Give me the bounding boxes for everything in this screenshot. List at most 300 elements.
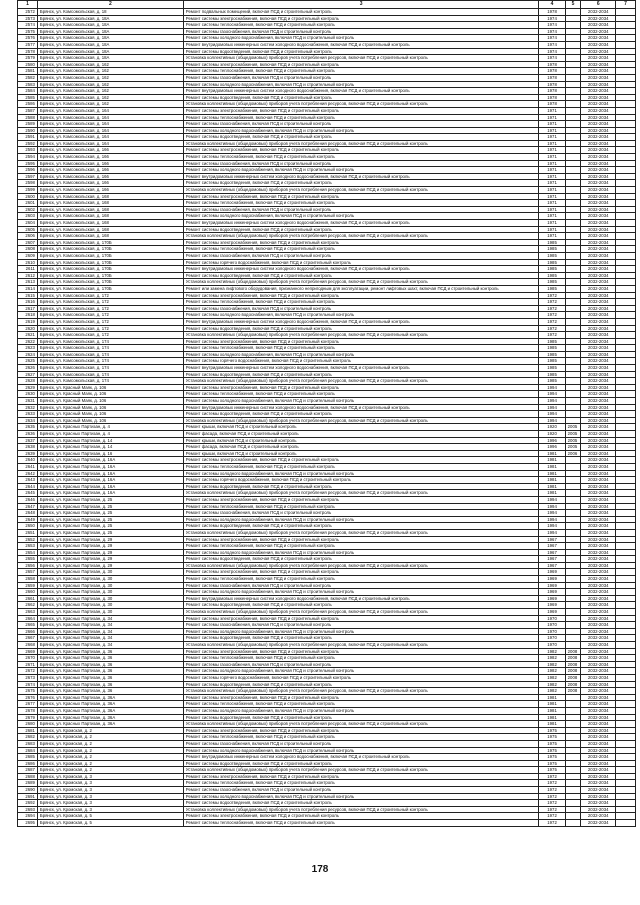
table-row	[18, 457, 636, 464]
table-cell: 2005	[565, 424, 581, 431]
table-cell: 1978	[539, 94, 565, 101]
table-cell: 2032-2034	[581, 266, 616, 273]
table-cell: Ремонт системы электроснабжения, включая ПСД и строительный контроль	[183, 457, 539, 464]
table-cell	[616, 773, 636, 780]
table-cell: Брянск, ул. Красных Партизан, д. 29	[37, 556, 183, 563]
table-cell: Установка коллективных (общедомовых) приборов учета потребления ресурсов, включая ПСД и строительный контроль	[183, 806, 539, 813]
table-cell: Брянск, ул. Комсомольская, д. 166	[37, 187, 183, 194]
table-row	[18, 384, 636, 391]
table-cell: Ремонт системы газоснабжения, включая ПСД и строительный контроль	[183, 787, 539, 794]
table-cell: 2032-2034	[581, 477, 616, 484]
table-cell: Брянск, ул. Кромская, д. 2	[37, 747, 183, 754]
table-cell	[565, 101, 581, 108]
table-cell: 1985	[539, 239, 565, 246]
table-cell	[616, 628, 636, 635]
table-cell: 2032-2034	[581, 655, 616, 662]
table-cell	[616, 767, 636, 774]
table-cell: 2032-2034	[581, 773, 616, 780]
table-cell	[616, 147, 636, 154]
table-cell: 2581	[18, 68, 38, 75]
table-cell: 2665	[18, 622, 38, 629]
table-cell: 2594	[18, 154, 38, 161]
table-cell: 2005	[565, 444, 581, 451]
table-cell	[565, 107, 581, 114]
table-cell: 1981	[539, 483, 565, 490]
table-cell: Брянск, ул. Комсомольская, д. 18А	[37, 28, 183, 35]
table-cell	[616, 642, 636, 649]
table-cell: 2032-2034	[581, 134, 616, 141]
table-row	[18, 94, 636, 101]
table-cell: Установка коллективных (общедомовых) приборов учета потребления ресурсов, включая ПСД и строительный контроль	[183, 688, 539, 695]
table-cell: 2691	[18, 793, 38, 800]
table-cell: 2032-2034	[581, 813, 616, 820]
table-cell: 2670	[18, 655, 38, 662]
table-row	[18, 529, 636, 536]
table-row	[18, 787, 636, 794]
table-cell: Ремонт системы газоснабжения, включая ПСД и строительный контроль	[183, 740, 539, 747]
table-row	[18, 721, 636, 728]
table-cell	[565, 272, 581, 279]
table-cell: 2032-2034	[581, 642, 616, 649]
table-cell: 2610	[18, 259, 38, 266]
table-cell: Брянск, ул. Комсомольская, д. 18А	[37, 15, 183, 22]
table-cell: Брянск, ул. Красных Партизан, д. 25	[37, 516, 183, 523]
table-cell: Брянск, ул. Красных Партизан, д. 29	[37, 562, 183, 569]
table-row	[18, 602, 636, 609]
table-row	[18, 61, 636, 68]
table-cell	[616, 15, 636, 22]
table-cell: Установка коллективных (общедомовых) приборов учета потребления ресурсов, включая ПСД и строительный контроль	[183, 279, 539, 286]
table-cell: 2032-2034	[581, 800, 616, 807]
table-cell: 2032-2034	[581, 727, 616, 734]
table-cell	[616, 510, 636, 517]
table-cell: Ремонт системы холодного водоснабжения, включая ПСД и строительный контроль	[183, 668, 539, 675]
column-header: 6	[581, 1, 616, 9]
table-cell: Брянск, ул. Красных Партизан, д. 30	[37, 576, 183, 583]
table-cell: Ремонт системы теплоснабжения, включая ПСД и строительный контроль	[183, 114, 539, 121]
table-cell: 2008	[565, 668, 581, 675]
table-cell: Брянск, ул. Комсомольская, д. 18А	[37, 41, 183, 48]
table-cell: 2622	[18, 338, 38, 345]
table-cell	[565, 622, 581, 629]
table-cell: 2032-2034	[581, 404, 616, 411]
table-cell	[616, 806, 636, 813]
table-cell	[616, 28, 636, 35]
table-cell	[616, 213, 636, 220]
table-cell: 1981	[539, 714, 565, 721]
table-cell	[565, 299, 581, 306]
table-cell	[565, 358, 581, 365]
table-cell	[565, 121, 581, 128]
table-cell: 2654	[18, 549, 38, 556]
table-cell: 2032-2034	[581, 121, 616, 128]
table-cell: 2032-2034	[581, 173, 616, 180]
table-cell: Брянск, ул. Комсомольская, д. 162	[37, 68, 183, 75]
table-cell	[565, 536, 581, 543]
table-cell: 2032-2034	[581, 589, 616, 596]
table-cell	[616, 734, 636, 741]
table-cell	[616, 424, 636, 431]
table-cell: 2032-2034	[581, 503, 616, 510]
table-cell	[616, 325, 636, 332]
table-cell	[565, 127, 581, 134]
table-cell: 2638	[18, 444, 38, 451]
table-cell: 1994	[539, 384, 565, 391]
table-cell: 1975	[539, 727, 565, 734]
table-row	[18, 35, 636, 42]
table-cell: 2576	[18, 35, 38, 42]
table-row	[18, 707, 636, 714]
table-cell: 2032-2034	[581, 681, 616, 688]
table-cell: 2032-2034	[581, 22, 616, 29]
table-cell: 2625	[18, 358, 38, 365]
table-cell	[565, 68, 581, 75]
table-cell: 2584	[18, 88, 38, 95]
table-cell: 2669	[18, 648, 38, 655]
table-cell: 1985	[539, 338, 565, 345]
table-cell: Брянск, ул. Комсомольская, д. 174	[37, 378, 183, 385]
table-cell: 2032-2034	[581, 154, 616, 161]
table-cell: 2032-2034	[581, 549, 616, 556]
table-cell	[565, 516, 581, 523]
table-cell: 1981	[539, 470, 565, 477]
table-cell: 1971	[539, 114, 565, 121]
table-row	[18, 127, 636, 134]
table-row	[18, 661, 636, 668]
table-cell	[565, 312, 581, 319]
table-cell	[616, 569, 636, 576]
table-cell: 2690	[18, 787, 38, 794]
table-cell: Ремонт системы электроснабжения, включая ПСД и строительный контроль	[183, 727, 539, 734]
table-row	[18, 681, 636, 688]
table-row	[18, 41, 636, 48]
table-cell: Брянск, ул. Красных Партизан, д. 36	[37, 648, 183, 655]
table-cell	[616, 22, 636, 29]
table-cell: 1985	[539, 259, 565, 266]
table-cell: 2032-2034	[581, 721, 616, 728]
table-cell	[565, 391, 581, 398]
table-cell	[565, 740, 581, 747]
table-row	[18, 200, 636, 207]
table-cell: Установка коллективных (общедомовых) приборов учета потребления ресурсов, включая ПСД и строительный контроль	[183, 140, 539, 147]
table-cell: 1970	[539, 642, 565, 649]
table-cell: Брянск, ул. Комсомольская, д. 174	[37, 371, 183, 378]
table-row	[18, 107, 636, 114]
table-cell: 2032-2034	[581, 88, 616, 95]
table-cell: 1985	[539, 266, 565, 273]
table-cell: Ремонт системы газоснабжения, включая ПСД и строительный контроль	[183, 622, 539, 629]
table-cell: Ремонт крыши, включая ПСД и строительный контроль	[183, 450, 539, 457]
table-cell: 2032-2034	[581, 55, 616, 62]
table-cell: 2582	[18, 74, 38, 81]
table-cell: 2653	[18, 543, 38, 550]
table-cell: 1971	[539, 213, 565, 220]
table-cell	[616, 470, 636, 477]
table-cell	[565, 147, 581, 154]
table-cell: Брянск, ул. Красных Партизан, д. 36А	[37, 707, 183, 714]
table-cell	[616, 688, 636, 695]
table-cell	[616, 239, 636, 246]
table-cell: Брянск, ул. Комсомольская, д. 18А	[37, 48, 183, 55]
table-cell: Ремонт системы электроснабжения, включая ПСД и строительный контроль	[183, 648, 539, 655]
table-cell: Брянск, ул. Красный Маяк, д. 106	[37, 398, 183, 405]
table-cell: Брянск, ул. Красный Маяк, д. 106	[37, 404, 183, 411]
table-cell	[616, 721, 636, 728]
table-cell	[565, 628, 581, 635]
table-cell: Брянск, ул. Комсомольская, д. 164	[37, 121, 183, 128]
table-row	[18, 450, 636, 457]
table-cell: Брянск, ул. Комсомольская, д. 164	[37, 114, 183, 121]
table-cell	[616, 351, 636, 358]
table-cell	[565, 41, 581, 48]
table-cell: 2652	[18, 536, 38, 543]
table-cell: 2032-2034	[581, 470, 616, 477]
table-cell	[616, 160, 636, 167]
table-cell: 1978	[539, 9, 565, 16]
table-row	[18, 325, 636, 332]
table-cell: Установка коллективных (общедомовых) приборов учета потребления ресурсов, включая ПСД и строительный контроль	[183, 609, 539, 616]
table-cell: Ремонт системы электроснабжения, включая ПСД и строительный контроль	[183, 694, 539, 701]
table-cell	[565, 292, 581, 299]
table-cell: Брянск, ул. Комсомольская, д. 162	[37, 61, 183, 68]
table-cell: Брянск, ул. Комсомольская, д. 164	[37, 134, 183, 141]
table-cell: 2032-2034	[581, 820, 616, 827]
table-cell	[565, 378, 581, 385]
table-cell	[565, 747, 581, 754]
table-cell: Брянск, ул. Красных Партизан, д. 14	[37, 437, 183, 444]
table-cell: 1920	[539, 431, 565, 438]
table-cell: 1920	[539, 424, 565, 431]
table-cell	[565, 483, 581, 490]
table-cell: 1985	[539, 371, 565, 378]
table-cell: 2608	[18, 246, 38, 253]
table-cell: Установка коллективных (общедомовых) приборов учета потребления ресурсов, включая ПСД и строительный контроль	[183, 378, 539, 385]
table-cell	[616, 648, 636, 655]
table-cell	[565, 510, 581, 517]
table-row	[18, 391, 636, 398]
table-cell: 1981	[539, 463, 565, 470]
table-cell	[616, 813, 636, 820]
table-cell: 2032-2034	[581, 628, 616, 635]
table-cell: 2032-2034	[581, 358, 616, 365]
table-cell: Брянск, ул. Красных Партизан, д. 16А	[37, 477, 183, 484]
table-row	[18, 496, 636, 503]
table-row	[18, 780, 636, 787]
table-row	[18, 404, 636, 411]
table-row	[18, 773, 636, 780]
column-header: 4	[539, 1, 565, 9]
table-cell: 2641	[18, 463, 38, 470]
table-cell: 1972	[539, 332, 565, 339]
table-row	[18, 233, 636, 240]
table-cell: 2644	[18, 483, 38, 490]
table-cell: 2032-2034	[581, 747, 616, 754]
table-cell	[565, 635, 581, 642]
table-cell: 2032-2034	[581, 496, 616, 503]
table-cell: 2032-2034	[581, 431, 616, 438]
table-cell: 2607	[18, 239, 38, 246]
table-cell: Брянск, ул. Красных Партизан, д. 36А	[37, 714, 183, 721]
table-cell: 1971	[539, 154, 565, 161]
table-cell: 2616	[18, 299, 38, 306]
table-row	[18, 767, 636, 774]
table-cell	[565, 187, 581, 194]
table-cell: Брянск, ул. Кромская, д. 2	[37, 767, 183, 774]
table-row	[18, 595, 636, 602]
table-cell	[616, 41, 636, 48]
table-cell: 1967	[539, 549, 565, 556]
table-cell	[565, 754, 581, 761]
table-cell: Брянск, ул. Комсомольская, д. 170Б	[37, 285, 183, 292]
table-row	[18, 167, 636, 174]
table-cell	[565, 411, 581, 418]
table-cell	[616, 754, 636, 761]
table-cell: Ремонт системы теплоснабжения, включая ПСД и строительный контроль	[183, 463, 539, 470]
table-cell: 2679	[18, 714, 38, 721]
table-cell: 1971	[539, 147, 565, 154]
table-row	[18, 582, 636, 589]
table-cell	[616, 55, 636, 62]
table-row	[18, 562, 636, 569]
table-cell: 2604	[18, 220, 38, 227]
table-cell: 1969	[539, 602, 565, 609]
table-cell	[565, 285, 581, 292]
table-cell	[616, 220, 636, 227]
table-cell: 1969	[539, 595, 565, 602]
table-cell	[616, 727, 636, 734]
table-cell	[616, 180, 636, 187]
table-row	[18, 688, 636, 695]
table-row	[18, 147, 636, 154]
table-cell: Ремонт системы водоотведения, включая ПСД и строительный контроль	[183, 272, 539, 279]
table-cell	[616, 668, 636, 675]
table-row	[18, 252, 636, 259]
table-cell: Установка коллективных (общедомовых) приборов учета потребления ресурсов, включая ПСД и строительный контроль	[183, 417, 539, 424]
table-cell	[565, 721, 581, 728]
table-cell: Брянск, ул. Кромская, д. 3	[37, 800, 183, 807]
table-cell: 1985	[539, 378, 565, 385]
page-number: 178	[311, 864, 329, 875]
table-row	[18, 312, 636, 319]
table-cell: Брянск, ул. Комсомольская, д. 168	[37, 226, 183, 233]
table-row	[18, 134, 636, 141]
table-cell: Ремонт системы электроснабжения, включая ПСД и строительный контроль	[183, 569, 539, 576]
table-cell: 2685	[18, 754, 38, 761]
table-cell	[616, 384, 636, 391]
table-cell: 1981	[539, 701, 565, 708]
table-cell: Брянск, ул. Кромская, д. 5	[37, 813, 183, 820]
table-cell	[616, 477, 636, 484]
table-cell	[616, 562, 636, 569]
table-cell: 2577	[18, 41, 38, 48]
table-cell: Установка коллективных (общедомовых) приборов учета потребления ресурсов, включая ПСД и строительный контроль	[183, 642, 539, 649]
table-row	[18, 820, 636, 827]
table-cell: 2032-2034	[581, 101, 616, 108]
table-row	[18, 246, 636, 253]
table-cell: 2032-2034	[581, 285, 616, 292]
table-cell: 1994	[539, 398, 565, 405]
table-cell: 2684	[18, 747, 38, 754]
table-cell: 2032-2034	[581, 701, 616, 708]
table-row	[18, 180, 636, 187]
table-row	[18, 213, 636, 220]
table-cell: Установка коллективных (общедомовых) приборов учета потребления ресурсов, включая ПСД и строительный контроль	[183, 55, 539, 62]
table-cell: 2621	[18, 332, 38, 339]
table-cell: Брянск, ул. Красных Партизан, д. 14	[37, 444, 183, 451]
table-cell	[616, 187, 636, 194]
table-cell	[565, 701, 581, 708]
table-cell: Установка коллективных (общедомовых) приборов учета потребления ресурсов, включая ПСД и строительный контроль	[183, 233, 539, 240]
table-cell	[565, 318, 581, 325]
table-cell: 2646	[18, 496, 38, 503]
table-cell: Ремонт системы электроснабжения, включая ПСД и строительный контроль	[183, 292, 539, 299]
table-cell: 2032-2034	[581, 668, 616, 675]
table-row	[18, 299, 636, 306]
table-cell: 1971	[539, 226, 565, 233]
table-cell: 2032-2034	[581, 760, 616, 767]
table-cell	[565, 246, 581, 253]
table-cell	[616, 760, 636, 767]
table-cell	[616, 9, 636, 16]
table-cell	[616, 543, 636, 550]
table-cell: Брянск, ул. Комсомольская, д. 166	[37, 173, 183, 180]
table-cell: Брянск, ул. Комсомольская, д. 168	[37, 220, 183, 227]
table-cell: Брянск, ул. Красных Партизан, д. 36А	[37, 701, 183, 708]
table-cell: 2032-2034	[581, 193, 616, 200]
table-cell: 2032-2034	[581, 312, 616, 319]
capital-repair-table	[17, 0, 636, 827]
table-cell: 2032-2034	[581, 167, 616, 174]
table-cell	[616, 206, 636, 213]
table-row	[18, 351, 636, 358]
table-cell	[616, 332, 636, 339]
table-cell: Брянск, ул. Комсомольская, д. 170Б	[37, 279, 183, 286]
table-cell	[565, 602, 581, 609]
table-cell: 1971	[539, 187, 565, 194]
table-cell: Брянск, ул. Кромская, д. 2	[37, 734, 183, 741]
table-cell: Брянск, ул. Красных Партизан, д. 36	[37, 661, 183, 668]
table-cell: 1969	[539, 582, 565, 589]
table-cell: 2032-2034	[581, 147, 616, 154]
table-row	[18, 22, 636, 29]
table-cell	[616, 714, 636, 721]
table-cell: 2631	[18, 398, 38, 405]
table-row	[18, 516, 636, 523]
table-cell: 2688	[18, 773, 38, 780]
table-row	[18, 378, 636, 385]
table-cell: 1994	[539, 529, 565, 536]
table-cell	[565, 134, 581, 141]
table-row	[18, 655, 636, 662]
column-header: 7	[616, 1, 636, 9]
table-cell	[565, 820, 581, 827]
table-cell	[565, 252, 581, 259]
table-cell	[616, 674, 636, 681]
table-cell	[616, 516, 636, 523]
table-row	[18, 589, 636, 596]
table-cell	[565, 200, 581, 207]
table-cell	[565, 404, 581, 411]
table-cell: 2623	[18, 345, 38, 352]
table-cell: 1969	[539, 609, 565, 616]
table-cell: 2694	[18, 813, 38, 820]
table-cell: Ремонт системы электроснабжения, включая ПСД и строительный контроль	[183, 193, 539, 200]
table-cell: Ремонт системы теплоснабжения, включая ПСД и строительный контроль	[183, 655, 539, 662]
table-cell: 2032-2034	[581, 543, 616, 550]
table-cell	[616, 121, 636, 128]
table-cell: 1972	[539, 806, 565, 813]
table-cell	[565, 417, 581, 424]
